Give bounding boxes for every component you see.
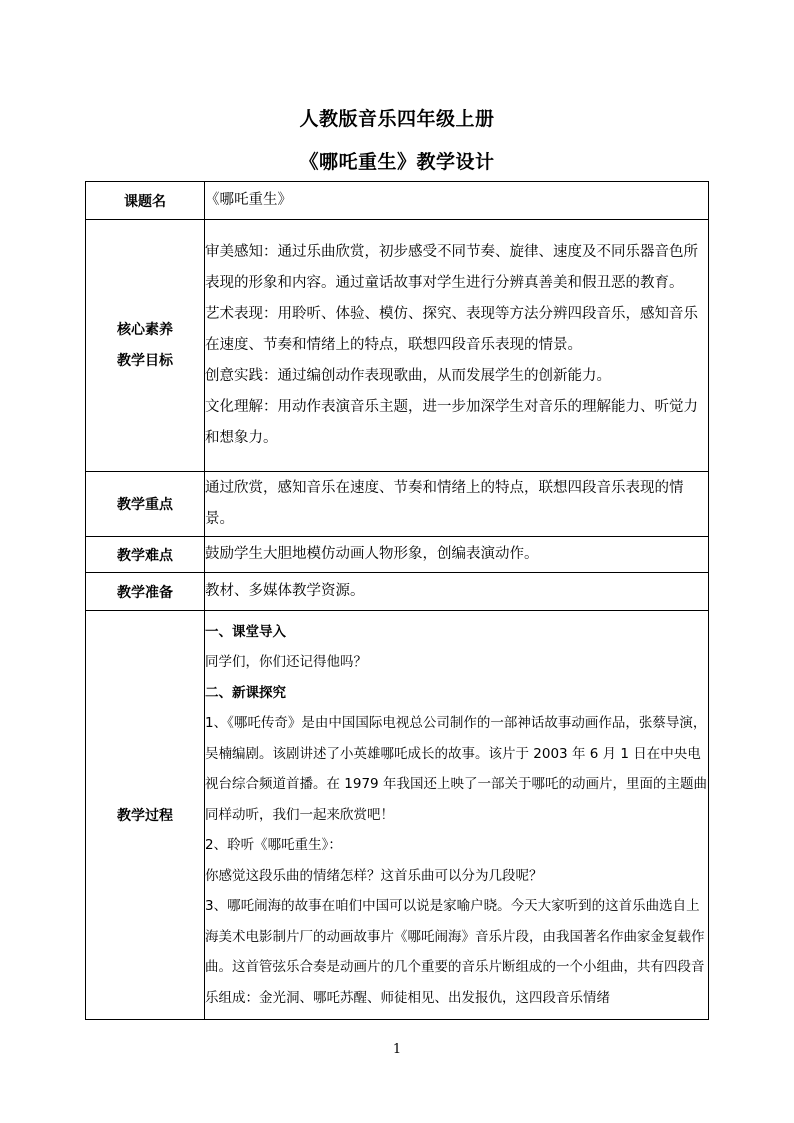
goals-label-line2: 教学目标	[117, 352, 173, 369]
goals-label	[86, 220, 205, 472]
process-heading-intro: 一、课堂导入	[205, 623, 286, 640]
goal-creative: 创意实践：通过编创动作表现歌曲，从而发展学生的创新能力。	[205, 368, 611, 384]
process-paragraph: 同学们，你们还记得他吗？	[205, 654, 367, 671]
process-heading-explore: 二、新课探究	[205, 684, 286, 701]
process-paragraph: 1、《哪吒传奇》是由中国国际电视总公司制作的一部神话故事动画作品，张蔡导演，吴楠编剧。该剧讲述了小英雄哪吒成长的故事。该片于 2003 年 6 月 1 日在中央电视台综合频道首播。在 1979 年我国还上映了一部关于哪吒的动画片，里面的主题曲同样动听，我们一起来欣赏吧！	[205, 715, 707, 823]
table-row-process	[86, 611, 709, 1020]
goal-cultural: 文化理解：用动作表演音乐主题，进一步加深学生对音乐的理解能力、听觉力和想象力。	[205, 399, 698, 446]
goals-content	[205, 220, 709, 472]
key-points-value: 通过欣赏，感知音乐在速度、节奏和情绪上的特点，联想四段音乐表现的情景。	[205, 472, 709, 537]
document-subtitle: 《哪吒重生》教学设计	[299, 151, 495, 173]
document-title: 人教版音乐四年级上册	[299, 108, 495, 130]
process-content	[205, 611, 709, 1020]
preparation-value: 教材、多媒体教学资源。	[205, 573, 709, 611]
table-row-preparation	[86, 573, 709, 611]
difficulties-label: 教学难点	[86, 537, 205, 573]
process-paragraph: 你感觉这段乐曲的情绪怎样？这首乐曲可以分为几段呢？	[205, 867, 543, 884]
process-label: 教学过程	[86, 611, 205, 1020]
preparation-label: 教学准备	[86, 573, 205, 611]
goal-artistic: 艺术表现：用聆听、体验、模仿、探究、表现等方法分辨四段音乐，感知音乐在速度、节奏和情绪上的特点，联想四段音乐表现的情景。	[205, 306, 698, 353]
topic-label: 课题名	[86, 182, 205, 220]
table-row-topic	[86, 182, 709, 220]
process-paragraph: 3、哪吒闹海的故事在咱们中国可以说是家喻户晓。今天大家听到的这首乐曲选自上海美术电影制片厂的动画故事片《哪吒闹海》音乐片段，由我国著名作曲家金复载作曲。这首管弦乐合奏是动画片的几个重要的音乐片断组成的一个小组曲，共有四段音乐组成：金光洞、哪吒苏醒、师徒相见、出发报仇，这四段音乐情绪	[205, 898, 705, 1006]
goals-label-line1: 核心素养	[117, 321, 173, 338]
difficulties-value: 鼓励学生大胆地模仿动画人物形象，创编表演动作。	[205, 537, 709, 573]
table-row-difficulties	[86, 537, 709, 573]
process-paragraph: 2、聆听《哪吒重生》：	[205, 837, 342, 854]
key-points-label: 教学重点	[86, 472, 205, 537]
table-row-goals	[86, 220, 709, 472]
page-number: 1	[392, 1042, 402, 1057]
lesson-plan-table	[85, 181, 709, 1020]
topic-value: 《哪吒重生》	[205, 182, 709, 220]
table-row-key-points	[86, 472, 709, 537]
goal-aesthetic: 审美感知：通过乐曲欣赏，初步感受不同节奏、旋律、速度及不同乐器音色所表现的形象和内容。通过童话故事对学生进行分辨真善美和假丑恶的教育。	[205, 244, 698, 291]
